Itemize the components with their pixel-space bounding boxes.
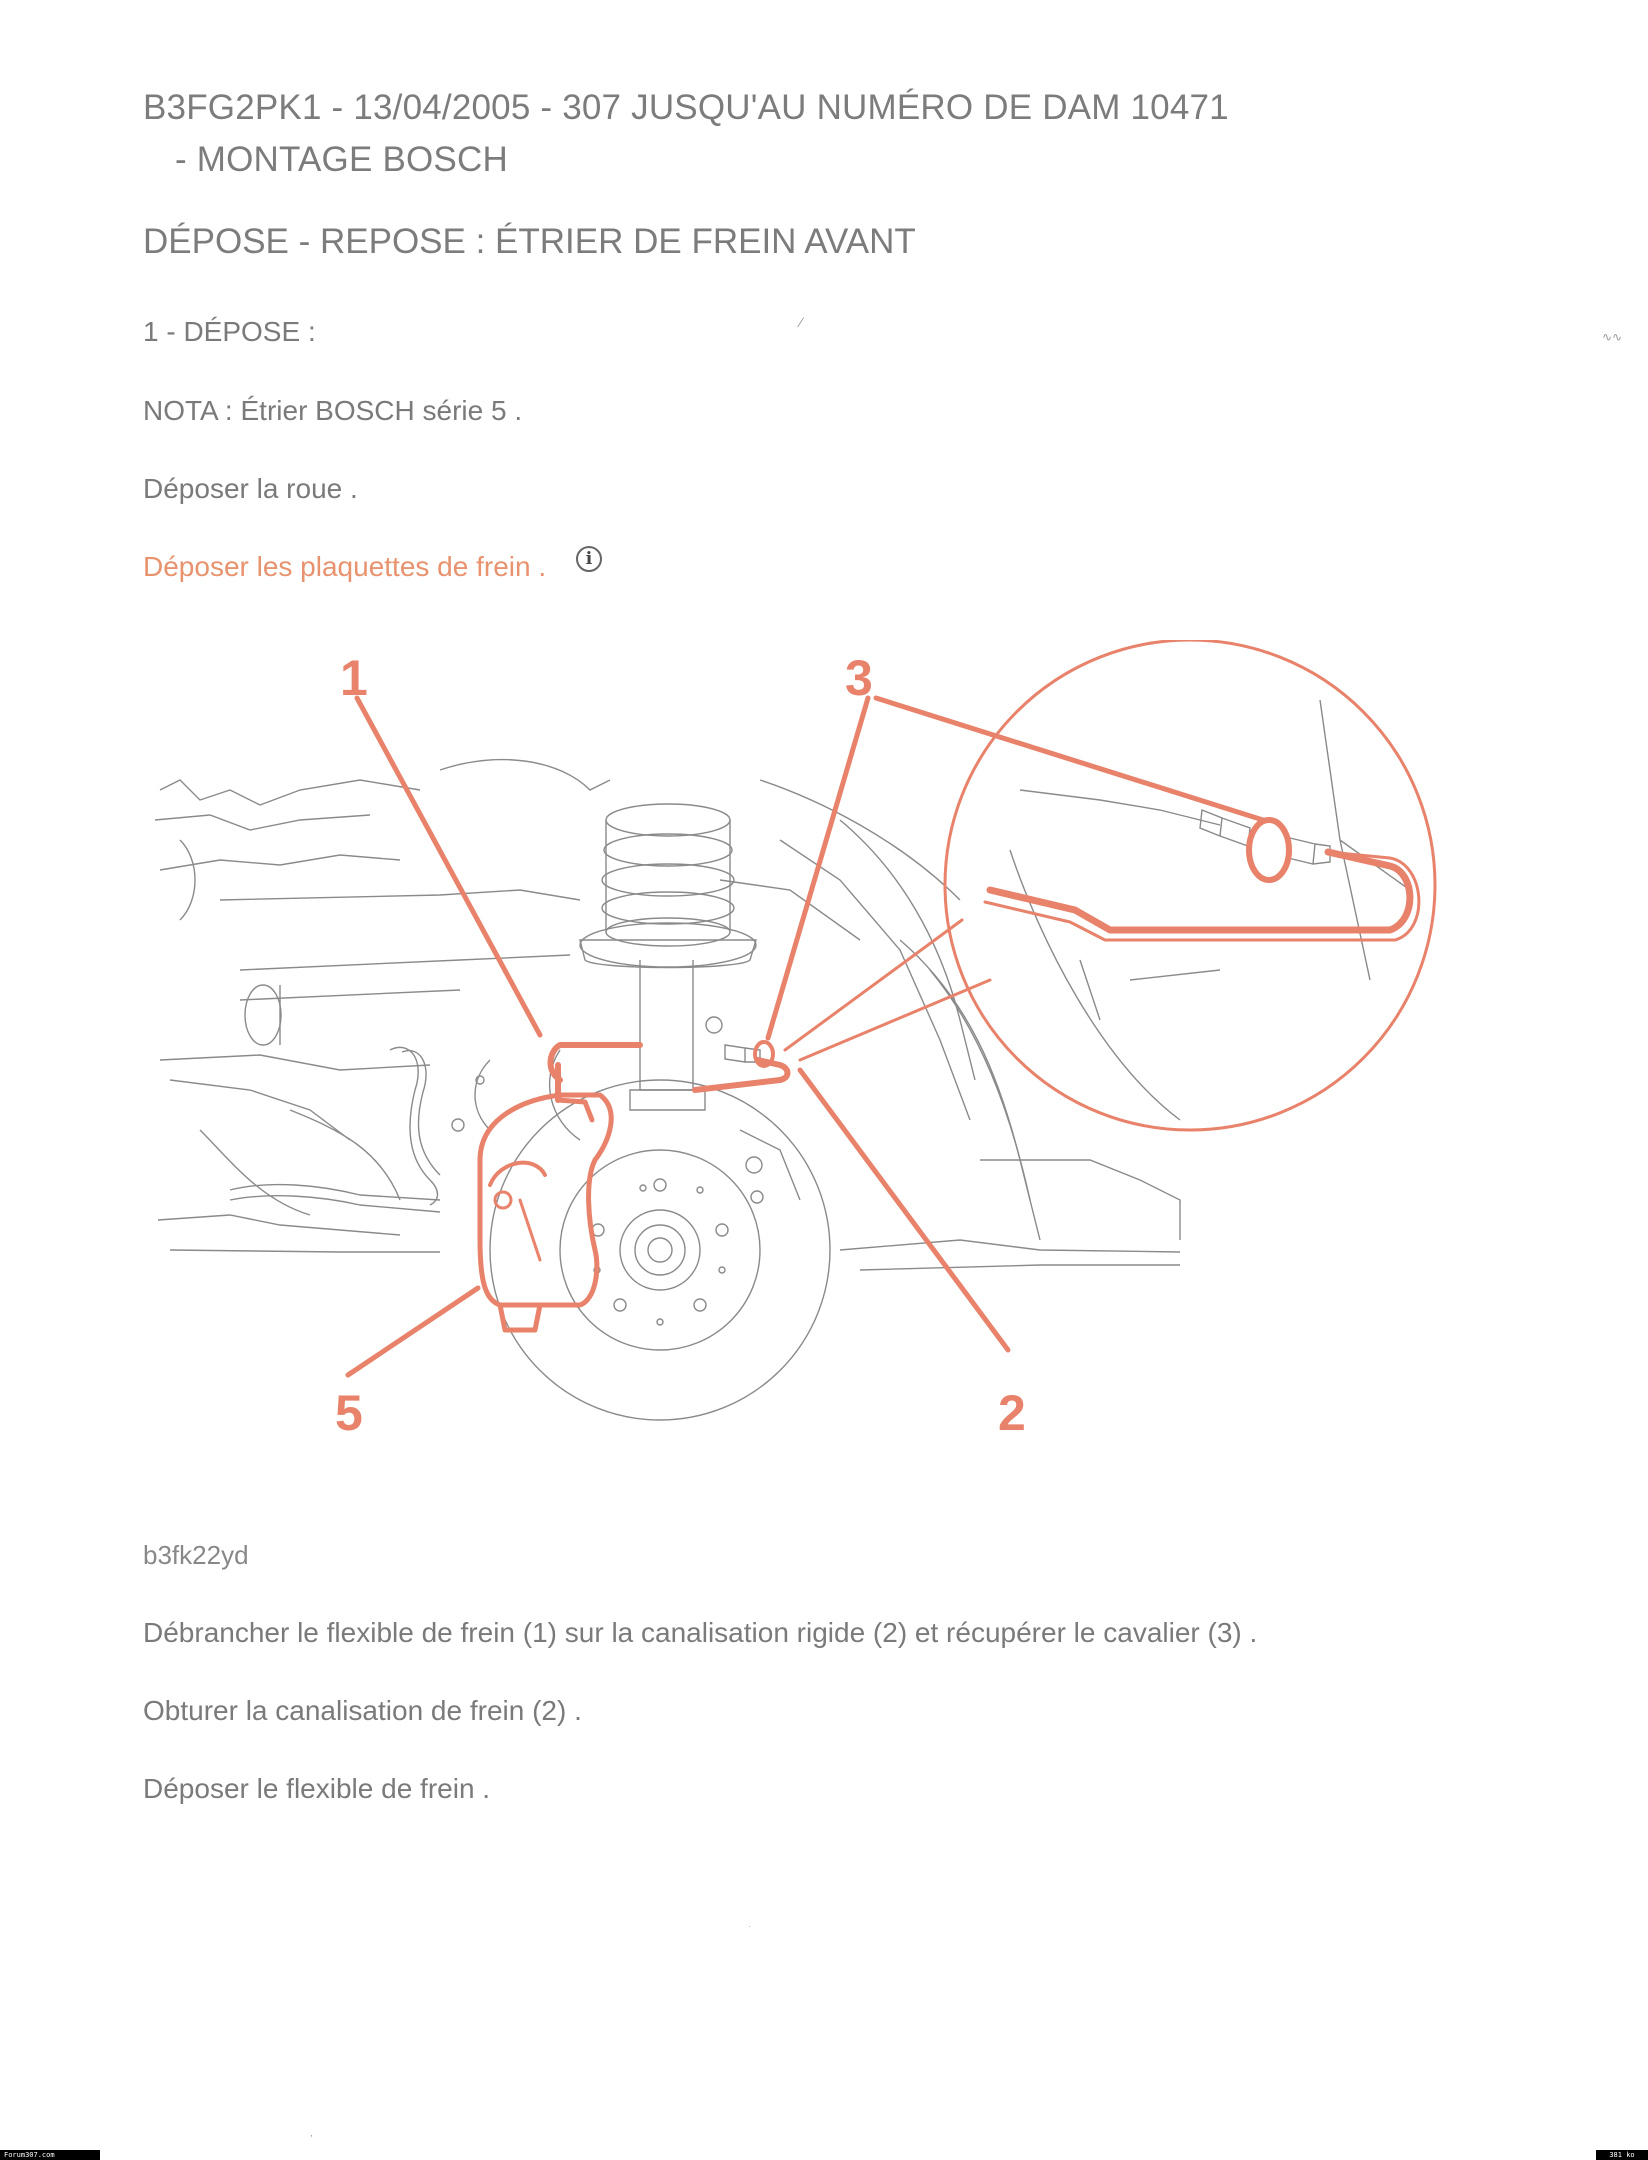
nota-text: NOTA : Étrier BOSCH série 5 . xyxy=(143,395,523,426)
title-line-1: B3FG2PK1 - 13/04/2005 - 307 JUSQU'AU NUMÉRO DE DAM 10471 xyxy=(143,88,1229,127)
step-remove-wheel: Déposer la roue . xyxy=(143,473,358,504)
callout-3: 3 xyxy=(845,650,873,706)
scan-speck: · xyxy=(748,1922,751,1931)
highlight-linework xyxy=(348,640,1435,1375)
info-icon[interactable]: i xyxy=(576,546,602,572)
step-remove-hose: Déposer le flexible de frein . xyxy=(143,1773,491,1804)
document-title xyxy=(143,82,1229,186)
footer-watermark: Forum307.com xyxy=(0,2150,100,2160)
callout-5: 5 xyxy=(335,1385,363,1441)
scan-speck: ⁄ xyxy=(800,314,803,330)
title-line-2: - MONTAGE BOSCH xyxy=(175,140,508,179)
procedure-subtitle: DÉPOSE - REPOSE : ÉTRIER DE FREIN AVANT xyxy=(143,222,916,261)
brake-caliper-diagram xyxy=(140,640,1450,1460)
section-heading: 1 - DÉPOSE : xyxy=(143,316,316,347)
callout-numbers xyxy=(335,650,1026,1441)
link-remove-brake-pads[interactable]: Déposer les plaquettes de frein . xyxy=(143,551,547,582)
scan-speck: , xyxy=(310,2128,313,2139)
step-plug-line: Obturer la canalisation de frein (2) . xyxy=(143,1695,582,1726)
scan-speck: ∿∿ xyxy=(1602,330,1623,344)
callout-1: 1 xyxy=(340,650,368,706)
callout-2: 2 xyxy=(998,1385,1026,1441)
footer-file-size: 381 ko xyxy=(1596,2150,1648,2160)
step-disconnect-hose: Débrancher le flexible de frein (1) sur la canalisation rigide (2) et récupérer le cavalier (3) . xyxy=(143,1617,1258,1648)
figure-reference: b3fk22yd xyxy=(143,1540,249,1570)
